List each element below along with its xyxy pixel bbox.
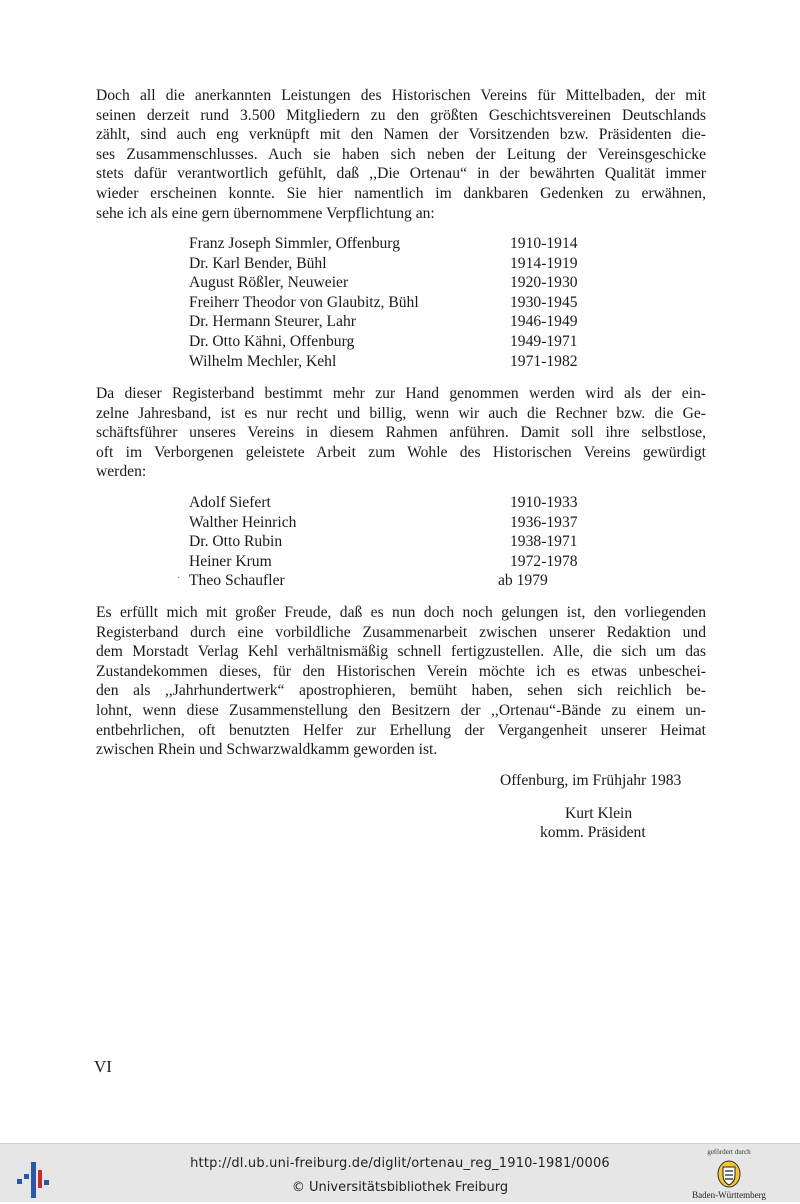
term-years: 1910-1933 (510, 494, 578, 511)
text-line: Zustandekommen dieses, für den Historischen Verein möchte ich es etwas unbeschei- (96, 662, 706, 680)
text-line: lohnt, wenn diese Zusammenstellung den Besitzern der ,,Ortenau“-Bände zu einem un- (96, 701, 706, 719)
term-years: 1920-1930 (510, 274, 578, 292)
list-item (189, 552, 589, 572)
treasurers-paragraph (96, 384, 706, 482)
list-item (177, 571, 589, 591)
funding-state-label: Baden-Württemberg (692, 1190, 766, 1200)
text-line: ses Zusammenschlusses. Auch sie haben sich neben der Leitung der Vereinsgeschicke (96, 145, 706, 163)
text-line: schäftsführer unseres Vereins in diesem Rahmen anführen. Damit soll ihre selbstlose, (96, 424, 706, 442)
text-line: den als ,,Jahrhundertwerk“ apostrophieren, bemüht haben, sehen sich reichlich be- (96, 682, 706, 700)
list-item (189, 493, 589, 513)
signature-title: komm. Präsident (540, 824, 646, 841)
term-years: 1949-1971 (510, 332, 578, 350)
list-item (189, 352, 589, 372)
term-years: 1938-1971 (510, 533, 578, 551)
text-line: Registerband durch eine vorbildliche Zusammenarbeit zwischen unserer Redaktion und (96, 623, 706, 641)
document-url-link[interactable]: http://dl.ub.uni-freiburg.de/diglit/ortenau_reg_1910-1981/0006 (190, 1156, 610, 1171)
list-item (189, 293, 589, 313)
person-name: Dr. Otto Kähni, Offenburg (189, 332, 355, 350)
person-name: Dr. Otto Rubin (189, 533, 283, 551)
text-line: Doch all die anerkannten Leistungen des Historischen Vereins für Mittelbaden, der mit (96, 87, 706, 104)
term-years: 1910-1914 (510, 235, 578, 252)
treasurers-list (177, 493, 589, 591)
signature-name: Kurt Klein (565, 805, 633, 822)
page-number: VI (94, 1057, 112, 1076)
term-years: 1971-1982 (510, 352, 578, 370)
text-line: seinen derzeit rund 3.500 Mitgliedern zu den größten Geschichtsvereinen Deutschlands (96, 106, 706, 124)
funding-label: gefördert durch (707, 1148, 751, 1156)
list-item (189, 312, 589, 332)
text-line: Es erfüllt mich mit großer Freude, daß es nun doch noch gelungen ist, den vorliegenden (96, 604, 706, 621)
person-name: Dr. Karl Bender, Bühl (189, 254, 327, 272)
copyright-text: © Universitätsbibliothek Freiburg (291, 1180, 509, 1195)
term-years: 1930-1945 (510, 293, 578, 311)
person-name: Theo Schaufler (189, 572, 285, 590)
term-years: 1936-1937 (510, 513, 578, 531)
text-line: Da dieser Registerband bestimmt mehr zur Hand genommen werden wird als der ein- (96, 385, 706, 402)
scan-speck-mark: · (177, 573, 181, 585)
person-name: Walther Heinrich (189, 513, 297, 531)
closing-paragraph (96, 603, 706, 760)
person-name: Heiner Krum (189, 552, 272, 570)
presidents-list (189, 234, 589, 371)
person-name: Freiherr Theodor von Glaubitz, Bühl (189, 293, 419, 311)
text-line: entbehrlichen, oft benutzten Helfer zur Erhellung der Vergangenheit unserer Heimat (96, 721, 706, 739)
text-line: wieder erscheinen konnte. Sie hier namentlich im dankbaren Gedenken zu erwähnen, (96, 184, 706, 202)
list-item (189, 332, 589, 352)
baden-wuerttemberg-crest-icon (717, 1159, 741, 1189)
funding-badge (694, 1148, 764, 1202)
term-years: 1946-1949 (510, 313, 578, 331)
list-item (189, 513, 589, 533)
text-line: werden: (96, 463, 147, 481)
text-line: zwischen Rhein und Schwarzwaldkamm geworden ist. (96, 741, 438, 759)
person-name: Dr. Hermann Steurer, Lahr (189, 313, 356, 331)
term-years: 1914-1919 (510, 254, 578, 272)
text-line: oft im Verborgenen geleistete Arbeit zum Wohle des Historischen Vereins gewürdigt (96, 443, 706, 461)
person-name: Adolf Siefert (189, 494, 271, 511)
term-years: 1972-1978 (510, 552, 578, 570)
text-line: zelne Jahresband, ist es nur recht und billig, wenn wir auch die Rechner bzw. die Ge- (96, 404, 706, 422)
intro-paragraph (96, 86, 706, 223)
text-line: zählt, sind auch eng verknüpft mit den Namen der Vorsitzenden bzw. Präsidenten die- (96, 126, 706, 144)
list-item (189, 273, 589, 293)
place-date: Offenburg, im Frühjahr 1983 (500, 772, 682, 789)
term-years: ab 1979 (498, 572, 548, 590)
person-name: Franz Joseph Simmler, Offenburg (189, 235, 401, 252)
footer-bar (0, 1143, 800, 1202)
text-line: stets dafür verantwortlich gefühlt, daß ,,Die Ortenau“ in der bewährten Qualität immer (96, 165, 706, 183)
list-item (189, 254, 589, 274)
list-item (189, 532, 589, 552)
text-line: dem Morstadt Verlag Kehl verhältnismäßig schnell fertigzustellen. Alle, die sich um das (96, 643, 706, 661)
person-name: Wilhelm Mechler, Kehl (189, 352, 337, 370)
list-item (189, 234, 589, 254)
person-name: August Rößler, Neuweier (189, 274, 349, 292)
text-line: sehe ich als eine gern übernommene Verpflichtung an: (96, 204, 435, 222)
